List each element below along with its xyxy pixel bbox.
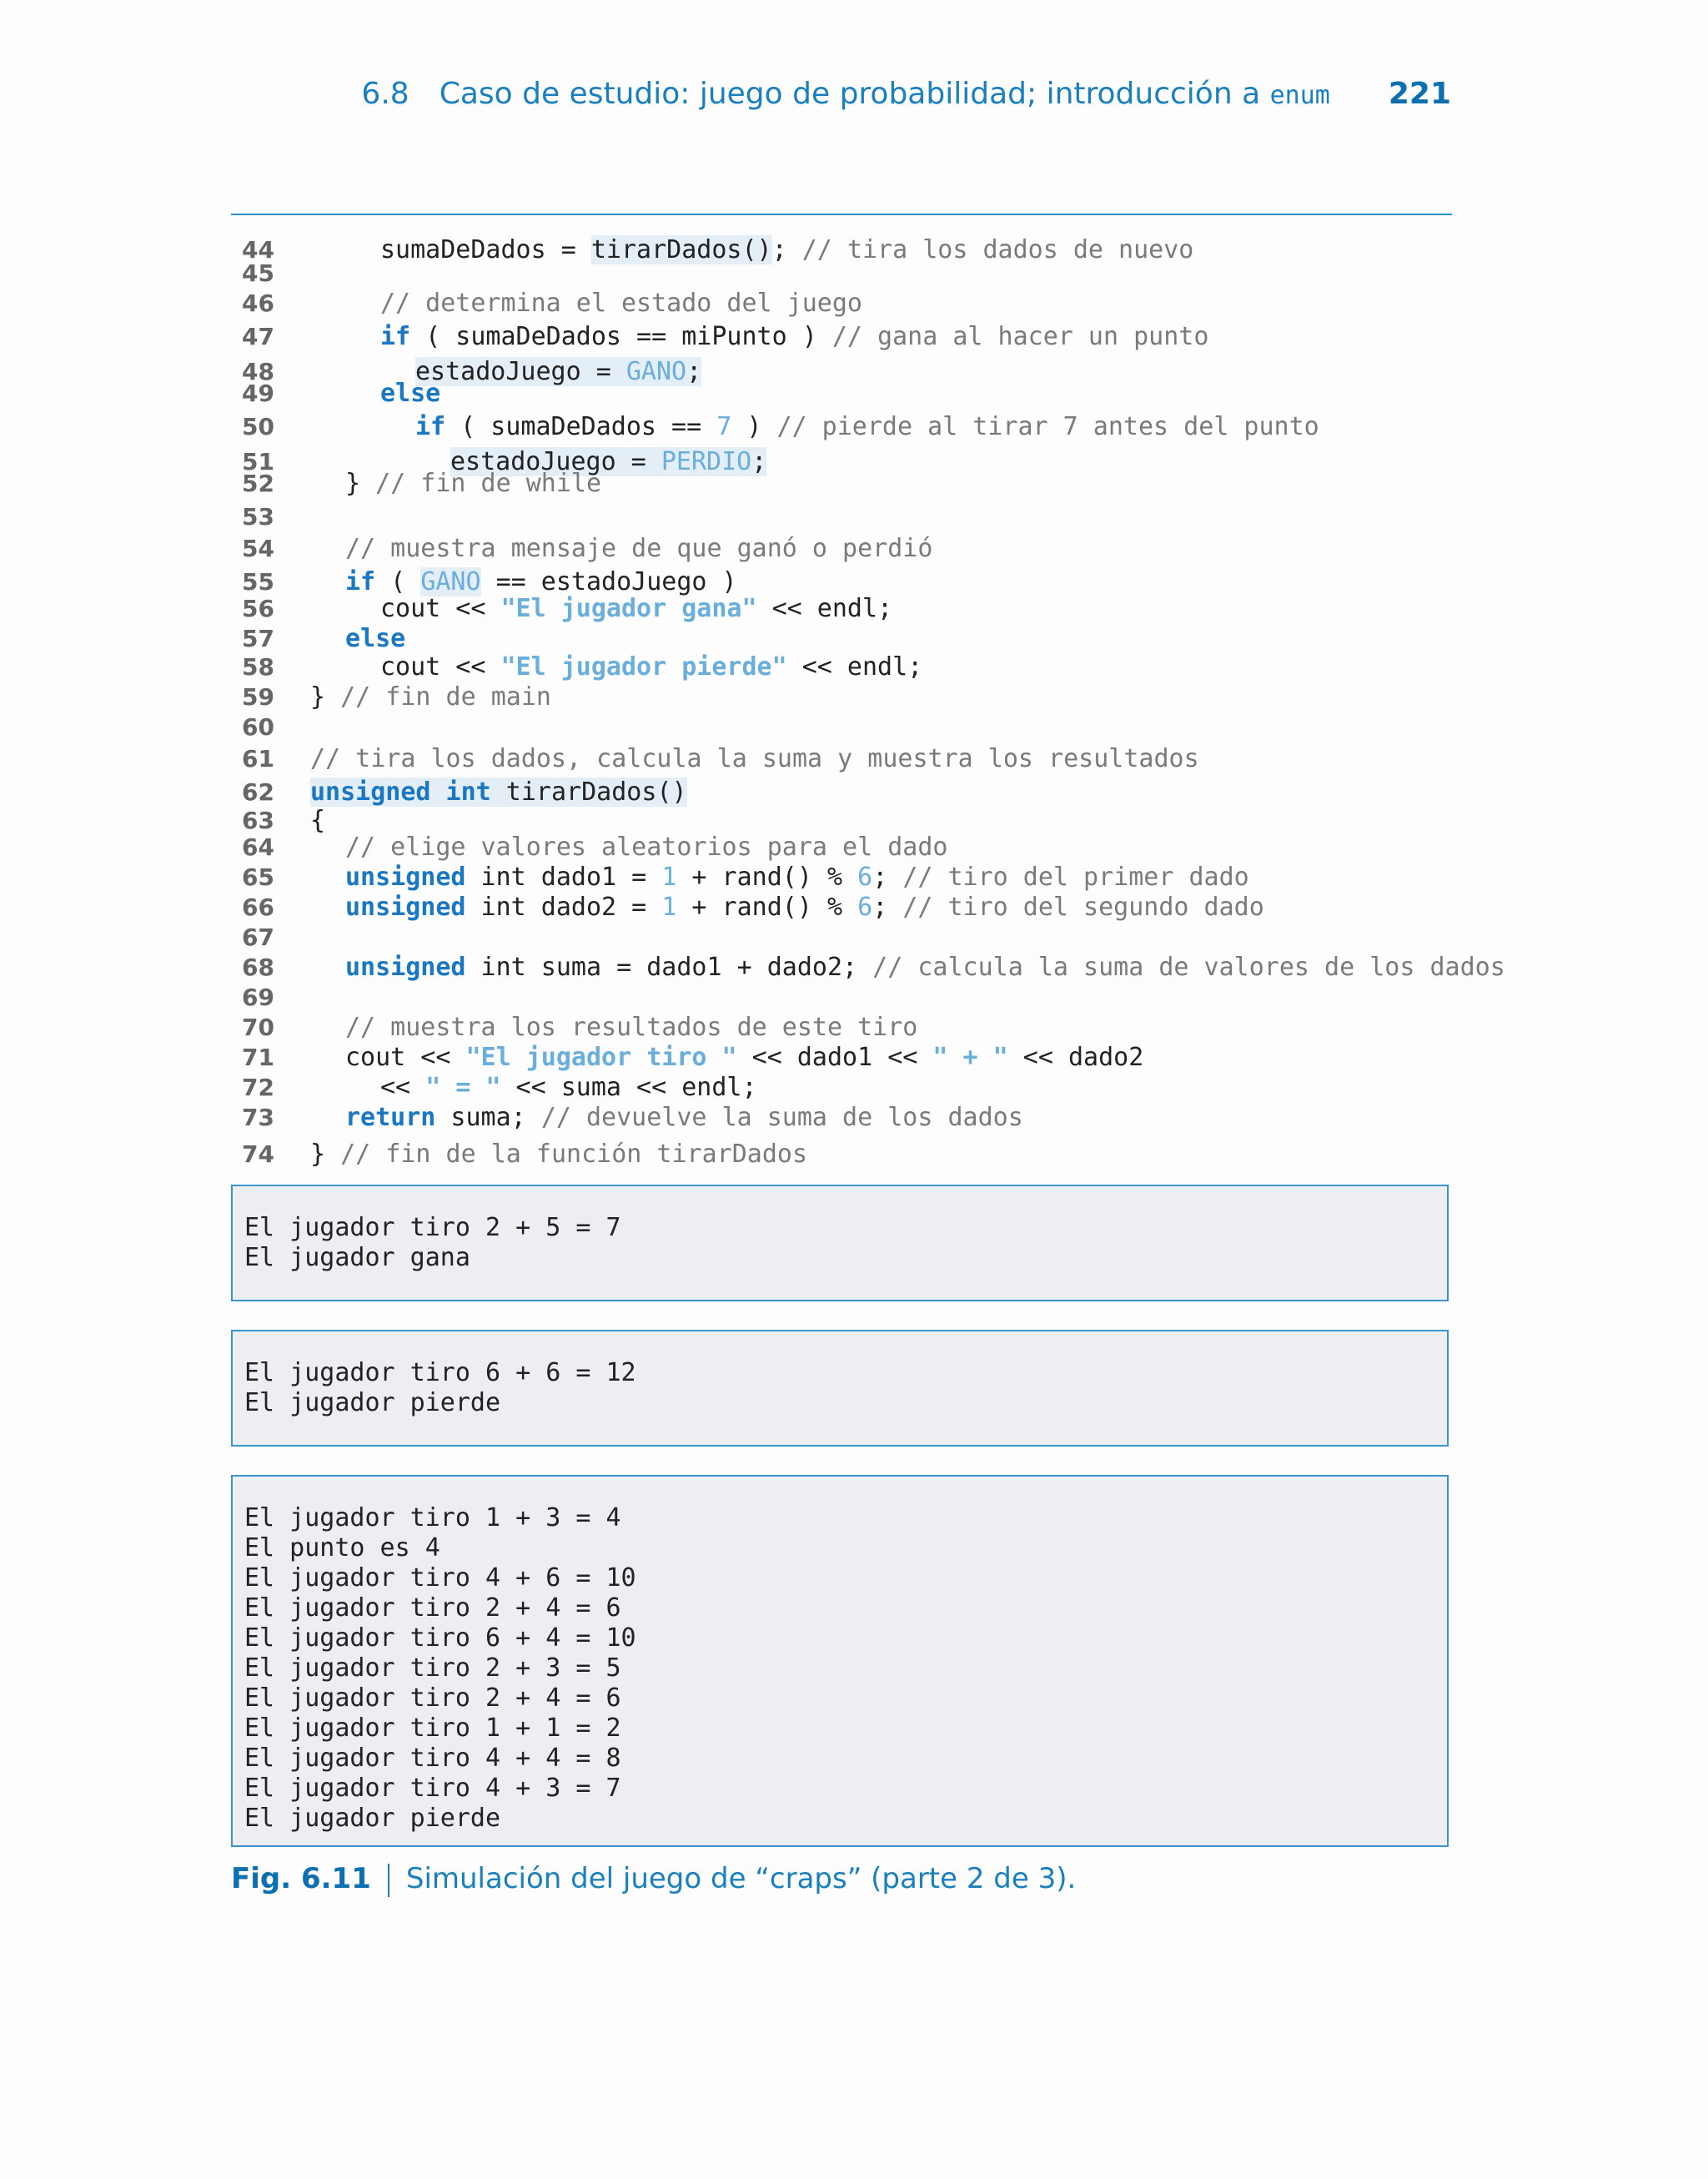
code-line [0,259,1708,289]
code-keyword: if [415,412,446,441]
output-line: El jugador tiro 6 + 4 = 10 [244,1623,636,1653]
code-text [345,863,1249,893]
line-number: 62 [242,778,274,806]
code-token: cout << [345,1043,466,1072]
output-line: El jugador tiro 2 + 4 = 6 [244,1593,621,1623]
code-line [0,322,1708,352]
line-number: 68 [242,954,274,981]
line-number: 60 [242,713,274,741]
output-line: El jugador tiro 1 + 1 = 2 [244,1714,621,1743]
line-number: 56 [242,595,274,622]
code-token: 1 [661,863,677,892]
code-string: "El jugador pierde" [500,652,787,682]
line-number: 70 [242,1014,274,1041]
output-box-3 [231,1475,1449,1847]
output-line: El jugador pierde [244,1388,501,1417]
line-number: 48 [242,358,274,385]
line-number: 45 [242,259,274,287]
code-line [0,624,1708,654]
code-keyword: if [345,567,376,596]
section-title: Caso de estudio: juego de probabilidad; introducción a [439,77,1261,111]
line-number: 59 [242,683,274,711]
code-line [0,712,1708,742]
line-number: 57 [242,625,274,652]
code-keyword: unsigned int [310,777,491,807]
code-token: estadoJuego = [415,357,626,386]
code-keyword: else [345,624,406,653]
code-text [380,289,862,319]
code-keyword: unsigned [345,863,466,892]
code-comment: // fin de main [340,682,551,712]
code-line [0,379,1708,409]
line-number: 52 [242,470,274,497]
output-box-2 [231,1330,1449,1447]
output-box-1 [231,1185,1449,1301]
code-token: ( sumaDeDados == [445,412,717,441]
code-string: "El jugador gana" [500,594,757,623]
code-token: tirarDados() [590,235,772,264]
line-number: 54 [242,535,274,562]
code-text [345,833,947,863]
code-token: cout << [380,652,501,682]
code-text [345,567,737,597]
code-string: " = " [425,1073,501,1102]
code-line [0,1013,1708,1043]
code-text [310,1140,807,1170]
output-line: El jugador tiro 1 + 3 = 4 [244,1503,621,1532]
code-token: << suma << endl; [500,1073,757,1102]
code-token: == estadoJuego ) [480,567,737,596]
code-token: ( sumaDeDados == miPunto ) [410,322,832,351]
code-keyword: unsigned [345,893,466,922]
code-comment: // elige valores aleatorios para el dado [345,833,948,862]
code-comment: // fin de la función tirarDados [340,1140,808,1169]
line-number: 47 [242,323,274,350]
code-token: << dado1 << [736,1043,933,1072]
code-line [0,652,1708,682]
code-text [345,953,1505,983]
code-token: ) [731,412,777,441]
code-line [0,412,1708,442]
code-token: ; [872,893,903,922]
code-comment: // calcula la suma de valores de los dados [872,953,1505,982]
line-number: 63 [242,807,274,834]
code-keyword: else [380,379,441,408]
code-line [0,1073,1708,1103]
code-token: estadoJuego = [450,447,661,476]
code-token: ; [751,447,767,476]
line-number: 73 [242,1104,274,1131]
code-line [0,923,1708,953]
code-token: cout << [380,594,501,623]
page-number: 221 [1388,77,1451,111]
figure-caption-text: Simulación del juego de “craps” (parte 2 de 3). [405,1862,1077,1895]
section-number: 6.8 [361,77,409,111]
code-text [380,1073,757,1103]
code-token: ; [771,235,802,264]
code-token: PERDIO [661,447,752,476]
code-text [345,624,405,654]
code-text [345,1043,1143,1073]
code-token: + rand() % [676,863,858,892]
code-text [345,1013,917,1043]
code-token: } [310,682,341,712]
figure-caption [231,1862,1076,1897]
code-token: 1 [661,893,677,922]
code-text [380,594,892,624]
figure-label: Fig. 6.11 [231,1862,371,1895]
code-line [0,953,1708,983]
code-token: } [310,1140,341,1169]
code-line [0,744,1708,774]
code-token: << dado2 [1007,1043,1144,1072]
code-token: GANO [420,567,481,596]
code-comment: // tiro del segundo dado [902,893,1264,922]
line-number: 53 [242,503,274,531]
code-text [310,806,325,836]
code-text [345,469,601,499]
code-line [0,863,1708,893]
code-token: ; [872,863,903,892]
code-comment: // tira los dados de nuevo [801,235,1194,264]
code-line [0,567,1708,597]
code-token: int dado1 = [465,863,662,892]
output-line: El jugador tiro 2 + 5 = 7 [244,1213,621,1242]
code-text [345,534,932,564]
code-comment: // muestra mensaje de que ganó o perdió [345,534,933,563]
code-comment: // muestra los resultados de este tiro [345,1013,918,1042]
output-line: El punto es 4 [244,1533,440,1563]
output-line: El jugador pierde [244,1804,501,1833]
code-token: ; [686,357,702,386]
code-line [0,983,1708,1013]
code-text [380,652,922,682]
output-line: El jugador tiro 6 + 6 = 12 [244,1358,636,1387]
code-token: suma; [435,1103,541,1132]
code-line [0,289,1708,319]
code-text [310,777,687,808]
code-token: << [380,1073,426,1102]
code-token: int suma = dado1 + dado2; [465,953,873,982]
code-line [0,777,1708,808]
code-token: GANO [625,357,687,386]
header-rule [231,214,1452,215]
code-text [310,744,1199,774]
output-line: El jugador tiro 4 + 3 = 7 [244,1774,621,1803]
line-number: 69 [242,984,274,1011]
line-number: 49 [242,380,274,407]
code-token: 6 [857,863,873,892]
section-title-code: enum [1269,81,1330,110]
code-token: ( [375,567,421,596]
output-line: El jugador gana [244,1243,470,1272]
code-token: 7 [716,412,732,441]
line-number: 61 [242,745,274,772]
line-number: 72 [242,1074,274,1101]
line-number: 46 [242,289,274,317]
line-number: 50 [242,413,274,440]
code-token: << endl; [756,594,893,623]
code-text [380,379,440,409]
code-line [0,1103,1708,1133]
code-line [0,534,1708,564]
code-comment: // fin de while [375,469,602,498]
output-line: El jugador tiro 4 + 6 = 10 [244,1563,636,1593]
line-number: 51 [242,448,274,476]
line-number: 64 [242,833,274,861]
code-line [0,682,1708,712]
code-text [345,893,1264,923]
running-head [0,77,1451,111]
code-text [380,322,1208,352]
output-line: El jugador tiro 2 + 4 = 6 [244,1683,621,1713]
code-text [415,412,1319,442]
code-comment: // determina el estado del juego [380,289,862,318]
code-line [0,893,1708,923]
code-text [310,682,551,712]
code-token: << endl; [786,652,923,682]
output-line: El jugador tiro 2 + 3 = 5 [244,1653,621,1683]
code-token: { [310,806,326,835]
line-number: 67 [242,923,274,951]
code-token: 6 [857,893,873,922]
code-line [0,469,1708,499]
code-string: " + " [932,1043,1008,1072]
code-text [345,1103,1023,1133]
line-number: 71 [242,1044,274,1071]
code-keyword: if [380,322,411,351]
code-keyword: return [345,1103,436,1132]
code-line [0,1043,1708,1073]
code-line [0,1140,1708,1170]
code-comment: // tiro del primer dado [902,863,1249,892]
code-line [0,502,1708,532]
code-comment: // gana al hacer un punto [831,322,1209,351]
line-number: 55 [242,568,274,596]
line-number: 65 [242,863,274,891]
code-line [0,833,1708,863]
code-line [0,806,1708,836]
code-line [0,594,1708,624]
code-string: "El jugador tiro " [465,1043,737,1072]
code-token: sumaDeDados = [380,235,591,264]
code-token: tirarDados() [490,777,687,807]
code-comment: // pierde al tirar 7 antes del punto [776,412,1319,441]
code-comment: // tira los dados, calcula la suma y muestra los resultados [310,744,1199,773]
caption-separator [388,1864,389,1897]
line-number: 66 [242,893,274,921]
code-token: int dado2 = [465,893,662,922]
code-token: } [345,469,376,498]
line-number: 44 [242,236,274,264]
code-keyword: unsigned [345,953,466,982]
code-comment: // devuelve la suma de los dados [540,1103,1023,1132]
line-number: 58 [242,653,274,681]
code-token: + rand() % [676,893,858,922]
output-line: El jugador tiro 4 + 4 = 8 [244,1744,621,1773]
line-number: 74 [242,1140,274,1168]
